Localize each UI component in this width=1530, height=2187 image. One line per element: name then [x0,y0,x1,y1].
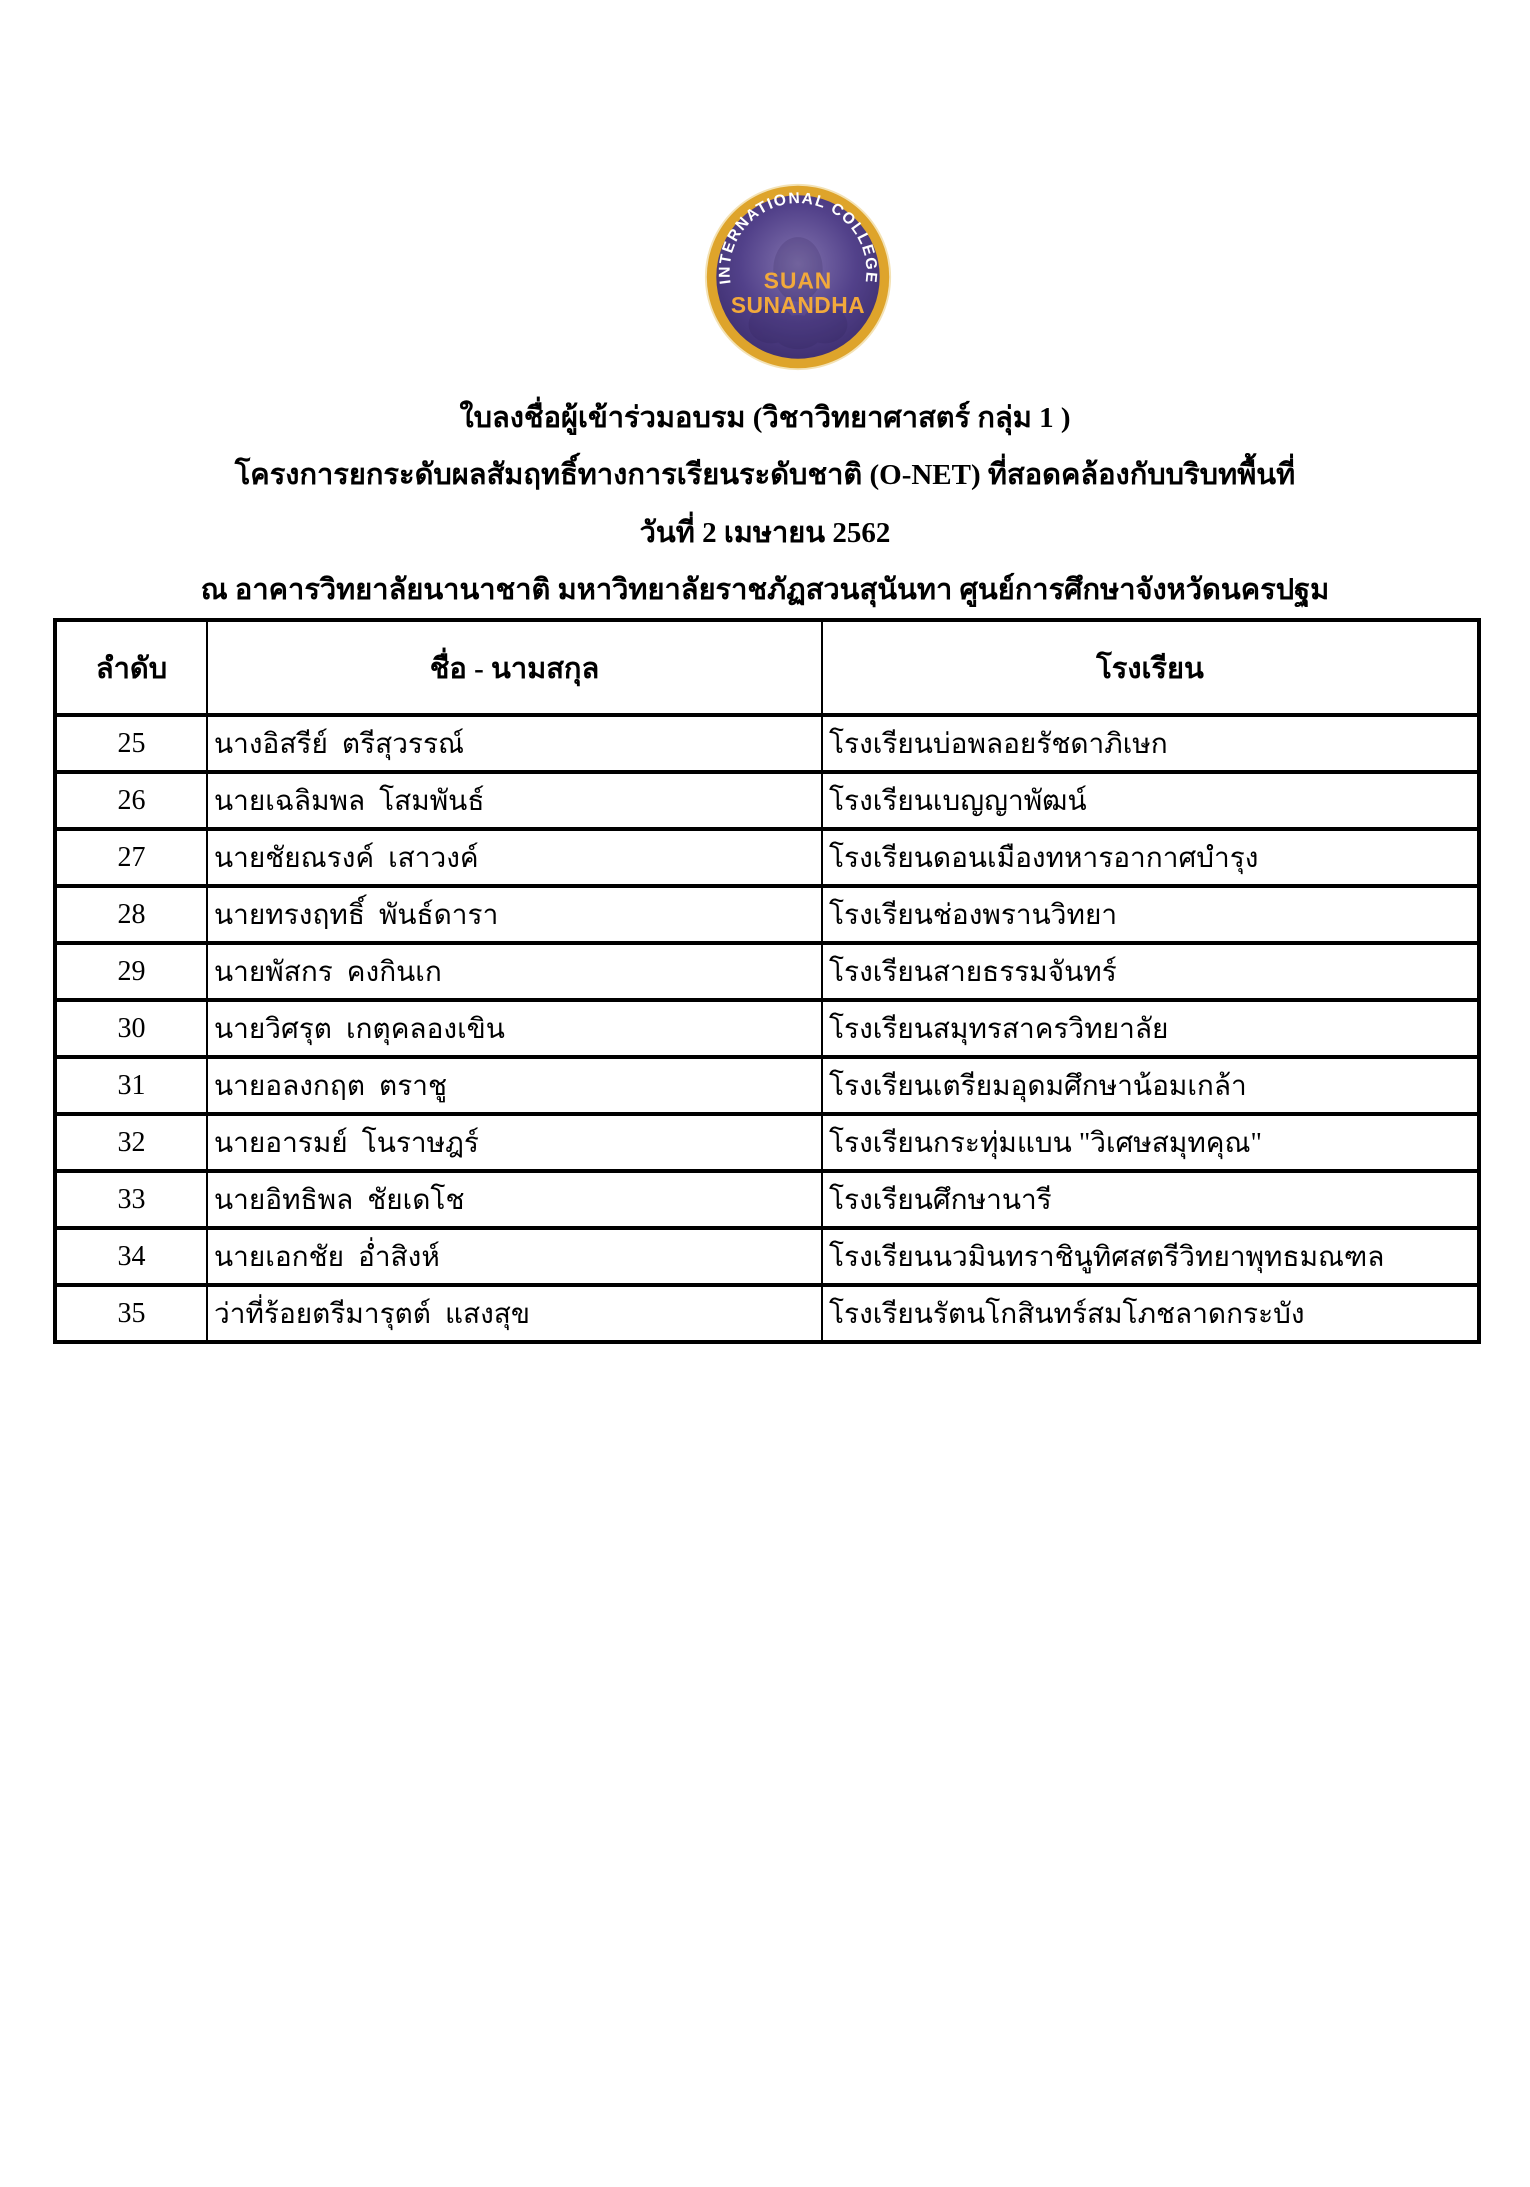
table-row [55,1285,1479,1342]
table-row [55,1171,1479,1228]
table-row [55,886,1479,943]
row-school: โรงเรียนรัตนโกสินทร์สมโภชลาดกระบัง [822,1285,1479,1342]
row-name: นายเอกชัย อ่ำสิงห์ [207,1228,822,1285]
university-logo [703,182,893,372]
row-name: นายอิทธิพล ชัยเดโช [207,1171,822,1228]
row-school: โรงเรียนเบญญาพัฒน์ [822,772,1479,829]
row-school: โรงเรียนศึกษานารี [822,1171,1479,1228]
row-name: นายเฉลิมพล โสมพันธ์ [207,772,822,829]
row-number: 25 [55,715,207,772]
row-school: โรงเรียนช่องพรานวิทยา [822,886,1479,943]
row-school: โรงเรียนเตรียมอุดมศึกษาน้อมเกล้า [822,1057,1479,1114]
row-name: นายชัยณรงค์ เสาวงค์ [207,829,822,886]
table-header [55,620,1479,715]
row-number: 34 [55,1228,207,1285]
row-school: โรงเรียนสายธรรมจันทร์ [822,943,1479,1000]
row-name: นางอิสรีย์ ตรีสุวรรณ์ [207,715,822,772]
logo-arc-text: INTERNATIONAL COLLEGE [716,190,880,286]
row-number: 28 [55,886,207,943]
row-number: 31 [55,1057,207,1114]
table-row [55,1000,1479,1057]
column-header-school: โรงเรียน [822,620,1479,715]
row-school: โรงเรียนกระทุ่มแบน "วิเศษสมุทคุณ" [822,1114,1479,1171]
row-school: โรงเรียนบ่อพลอยรัชดาภิเษก [822,715,1479,772]
row-number: 27 [55,829,207,886]
table-row [55,1228,1479,1285]
row-school: โรงเรียนสมุทรสาครวิทยาลัย [822,1000,1479,1057]
table-row [55,772,1479,829]
table-header-row [55,620,1479,715]
row-school: โรงเรียนนวมินทราชินูทิศสตรีวิทยาพุทธมณฑล [822,1228,1479,1285]
column-header-number: ลำดับ [55,620,207,715]
row-name: นายอารมย์ โนราษฎร์ [207,1114,822,1171]
row-name: นายพัสกร คงกินเก [207,943,822,1000]
attendance-table [53,618,1481,1344]
event-location: ณ อาคารวิทยาลัยนานาชาติ มหาวิทยาลัยราชภัฏสวนสุนันทา ศูนย์การศึกษาจังหวัดนครปฐม [200,574,1330,606]
logo-center-line1: SUAN [763,267,833,294]
project-subtitle: โครงการยกระดับผลสัมฤทธิ์ทางการเรียนระดับชาติ (O-NET) ที่สอดคล้องกับบริบทพื้นที่ [234,459,1296,491]
table-body [55,715,1479,1342]
table-row [55,943,1479,1000]
document-title: ใบลงชื่อผู้เข้าร่วมอบรม (วิชาวิทยาศาสตร์ กลุ่ม 1 ) [459,402,1071,434]
row-name: นายอลงกฤต ตราชู [207,1057,822,1114]
row-number: 32 [55,1114,207,1171]
table-row [55,715,1479,772]
table-row [55,829,1479,886]
column-header-name: ชื่อ - นามสกุล [207,620,822,715]
row-name: นายทรงฤทธิ์ พันธ์ดารา [207,886,822,943]
table-row [55,1057,1479,1114]
row-number: 29 [55,943,207,1000]
university-logo-badge [703,182,893,372]
logo-center-line2: SUNANDHA [730,292,866,319]
row-number: 26 [55,772,207,829]
event-date: วันที่ 2 เมษายน 2562 [639,517,891,549]
table-row [55,1114,1479,1171]
row-number: 30 [55,1000,207,1057]
row-number: 33 [55,1171,207,1228]
row-school: โรงเรียนดอนเมืองทหารอากาศบำรุง [822,829,1479,886]
row-name: นายวิศรุต เกตุคลองเขิน [207,1000,822,1057]
row-number: 35 [55,1285,207,1342]
row-name: ว่าที่ร้อยตรีมารุตต์ แสงสุข [207,1285,822,1342]
